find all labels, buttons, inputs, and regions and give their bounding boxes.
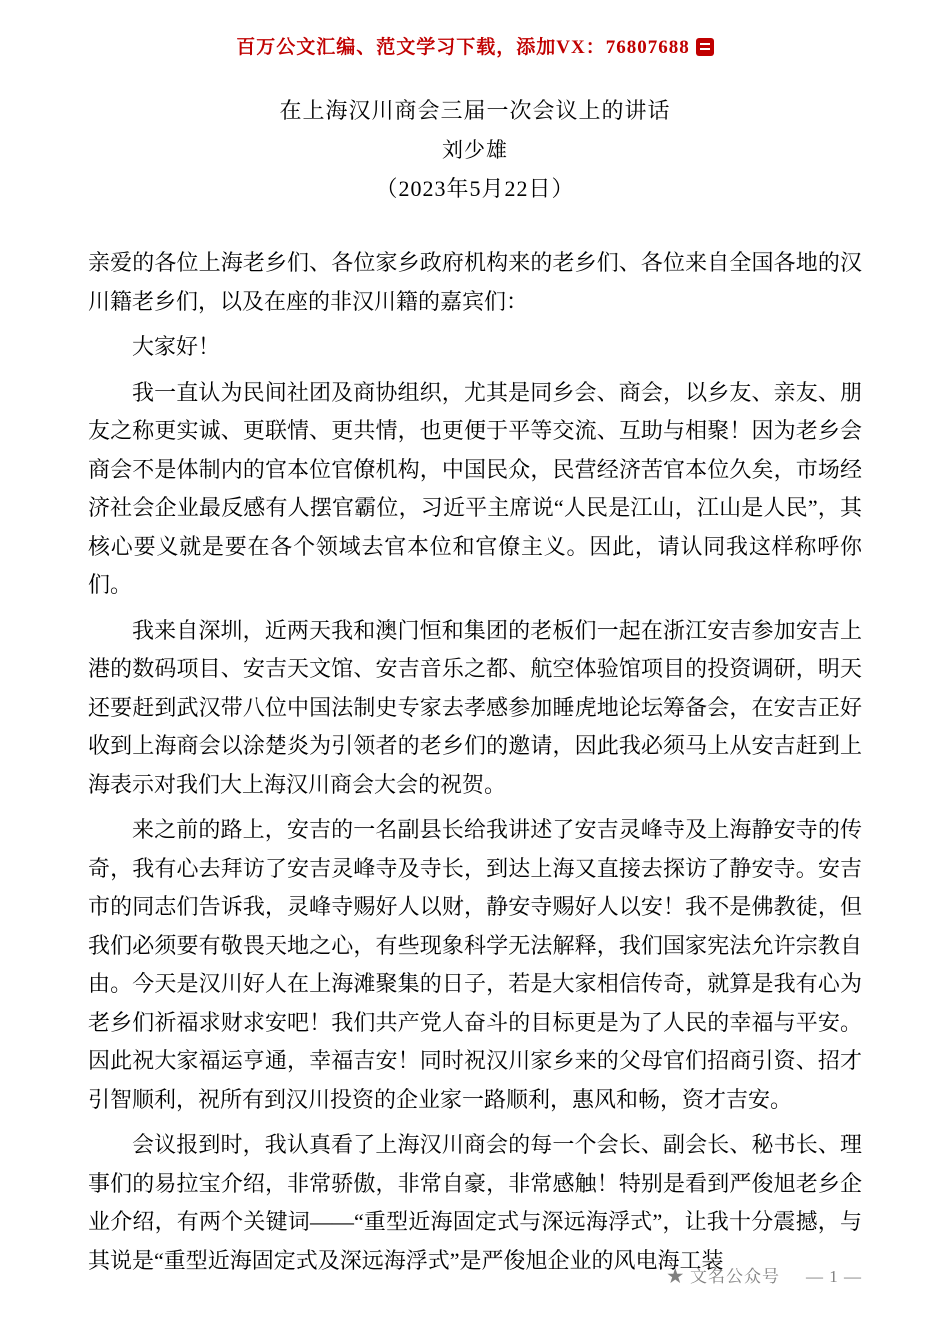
paragraph: 来之前的路上，安吉的一名副县长给我讲述了安吉灵峰寺及上海静安寺的传奇，我有心去拜访了安吉灵峰寺及寺长，到达上海又直接去探访了静安寺。安吉市的同志们告诉我，灵峰寺赐好人以财，静安寺赐好人以安！我不是佛教徒，但我们必须要有敬畏天地之心，有些现象科学无法解释，我们国家宪法允许宗教自由。今天是汉川好人在上海滩聚集的日子，若是大家相信传奇，就算是我有心为老乡们祈福求财求安吧！我们共产党人奋斗的目标更是为了人民的幸福与平安。因此祝大家福运亨通，幸福吉安！同时祝汉川家乡来的父母官们招商引资、招才引智顺利，祝所有到汉川投资的企业家一路顺利，惠风和畅，资才吉安。	[88, 817, 862, 1112]
header-notice	[88, 36, 862, 60]
paragraph: 我来自深圳，近两天我和澳门恒和集团的老板们一起在浙江安吉参加安吉上港的数码项目、安吉天文馆、安吉音乐之都、航空体验馆项目的投资调研，明天还要赶到武汉带八位中国法制史专家去孝感参加睡虎地论坛筹备会，在安吉正好收到上海商会以涂楚炎为引领者的老乡们的邀请，因此我必须马上从安吉赶到上海表示对我们大上海汉川商会大会的祝贺。	[88, 617, 862, 797]
red-document-badge-icon	[696, 38, 714, 56]
paragraph: 我一直认为民间社团及商协组织，尤其是同乡会、商会，以乡友、亲友、朋友之称更实诚、更联情、更共情，也更便于平等交流、互助与相聚！因为老乡会商会不是体制内的官本位官僚机构，中国民众，民营经济苦官本位久矣，市场经济社会企业最反感有人摆官霸位，习近平主席说“人民是江山，江山是人民”，其核心要义就是要在各个领域去官本位和官僚主义。因此，请认同我这样称呼你们。	[88, 379, 862, 597]
paragraph: 亲爱的各位上海老乡们、各位家乡政府机构来的老乡们、各位来自全国各地的汉川籍老乡们，以及在座的非汉川籍的嘉宾们：	[88, 250, 862, 314]
page-footer	[667, 1266, 862, 1288]
document-title: 在上海汉川商会三届一次会议上的讲话	[279, 98, 671, 123]
footer-page-number: — 1 —	[806, 1267, 862, 1286]
paragraph: 会议报到时，我认真看了上海汉川商会的每一个会长、副会长、秘书长、理事们的易拉宝介绍，非常骄傲，非常自豪，非常感触！特别是看到严俊旭老乡企业介绍，有两个关键词——“重型近海固定式与深远海浮式”，让我十分震撼，与其说是“重型近海固定式及深远海浮式”是严俊旭企业的风电海工装	[88, 1132, 862, 1273]
paragraph: 大家好！	[132, 334, 221, 359]
footer-source-label: ★ 文名公众号	[666, 1267, 780, 1286]
header-notice-text: 百万公文汇编、范文学习下载，添加VX：76807688	[236, 37, 690, 58]
document-author: 刘少雄	[442, 138, 508, 162]
document-date: （2023年5月22日）	[375, 176, 575, 201]
document-paragraphs	[88, 244, 862, 1280]
